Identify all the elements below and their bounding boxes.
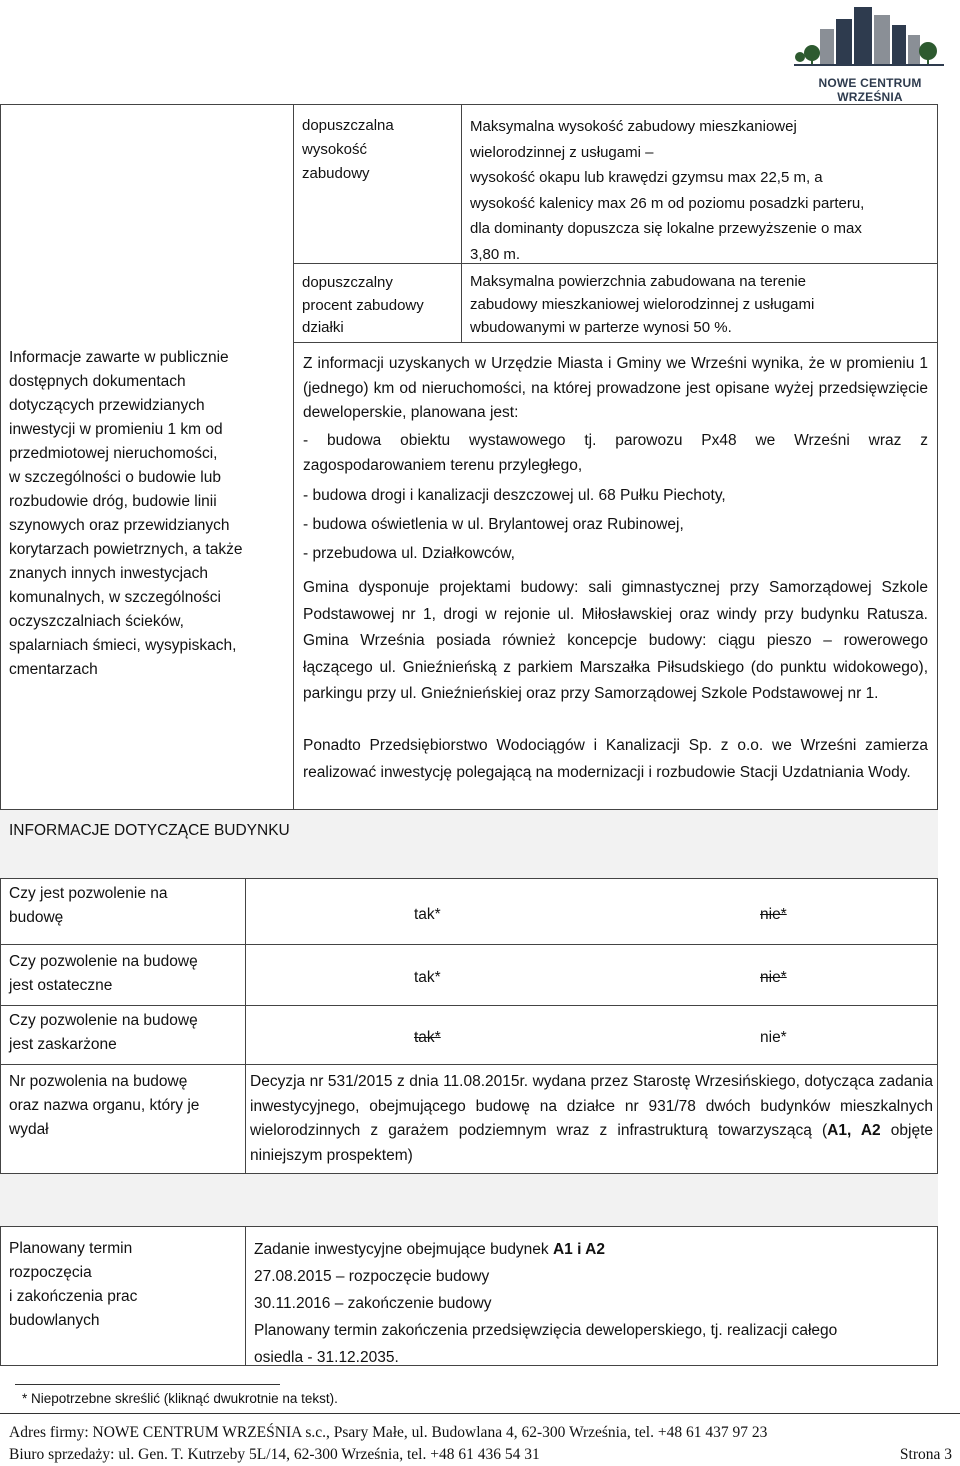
- investment-item-1: - budowa obiektu wystawowego tj. parowozu Px48 we Wrześni wraz z zagospodarowaniem terenu przyległego,: [303, 432, 928, 474]
- footnote-rule: [15, 1384, 280, 1385]
- footnote: * Niepotrzebne skreślić (kliknąć dwukrotnie na tekst).: [22, 1391, 338, 1406]
- schedule-label: Planowany termin rozpoczęcia i zakończenia prac budowlanych: [9, 1240, 138, 1329]
- percent-text: Maksymalna powierzchnia zabudowana na terenie zabudowy mieszkaniowej wielorodzinnej z usługami wbudowanymi w parterze wynosi 50 %.: [470, 273, 815, 336]
- q2-no-option[interactable]: nie*: [760, 969, 787, 986]
- q3-answer-cell: [245, 1005, 938, 1065]
- company-logo: [790, 5, 950, 104]
- q1-no-option[interactable]: nie*: [760, 906, 787, 923]
- percent-label: dopuszczalny procent zabudowy działki: [302, 274, 424, 336]
- q2-answer-cell: [245, 944, 938, 1006]
- height-label: dopuszczalna wysokość zabudowy: [302, 117, 394, 182]
- height-text: Maksymalna wysokość zabudowy mieszkaniowej wielorodzinnej z usługami – wysokość okapu lub krawędzi gzymsu max 22,5 m, a wysokość kalenicy max 26 m od poziomu posadzki parteru, dla dominanty dopuszcza się lokalne przewyższenie o max 3,80 m.: [470, 118, 865, 263]
- q2-label: Czy pozwolenie na budowę jest ostateczne: [9, 953, 198, 994]
- page-number: Strona 3: [899, 1446, 952, 1463]
- section-title: INFORMACJE DOTYCZĄCE BUDYNKU: [9, 822, 290, 839]
- q1-answer-cell: [245, 878, 938, 945]
- investment-item-4: - przebudowa ul. Działkowców,: [303, 545, 515, 562]
- schedule-text: Zadanie inwestycyjne obejmujące budynek A1 i A2 27.08.2015 – rozpoczęcie budowy 30.11.2016 – zakończenie budowy Planowany termin zakończenia przedsięwzięcia deweloperskiego, tj. realizacji całego osiedla - 31.12.2035.: [254, 1241, 838, 1366]
- q2-yes-option[interactable]: tak*: [414, 969, 441, 986]
- footer-rule: [0, 1413, 960, 1414]
- logo-text: NOWE CENTRUM WRZEŚNIA: [818, 76, 922, 104]
- q3-no-option[interactable]: nie*: [760, 1029, 787, 1046]
- investment-item-2: - budowa drogi i kanalizacji deszczowej ul. 68 Pułku Piechoty,: [303, 487, 726, 504]
- footer-address: Adres firmy: NOWE CENTRUM WRZEŚNIA s.c., Psary Małe, ul. Budowlana 4, 62-300 Września, tel. +48 61 437 97 23: [9, 1424, 768, 1441]
- schedule-buildings: A1 i A2: [552, 1241, 605, 1258]
- permit-buildings: A1, A2: [827, 1122, 881, 1139]
- surroundings-left-text: Informacje zawarte w publicznie dostępnych dokumentach dotyczących przewidzianych inwestycji w promieniu 1 km od przedmiotowej nieruchomości, w szczególności o budowie lub rozbudowie dróg, budowie linii szynowych oraz przewidzianych korytarzach powietrznych, a także znanych innych inwestycjach komunalnych, w szczególności oczyszczalniach ścieków, spalarniach śmieci, wysypiskach, cmentarzach: [9, 349, 243, 678]
- footer-sales-office: Biuro sprzedaży: ul. Gen. T. Kutrzeby 5L/14, 62-300 Września, tel. +48 61 436 54 31: [9, 1446, 540, 1463]
- investment-item-3: - budowa oświetlenia w ul. Brylantowej oraz Rubinowej,: [303, 516, 684, 533]
- logo-graphic: [790, 5, 950, 67]
- investments-intro: Z informacji uzyskanych w Urzędzie Miasta i Gminy we Wrześni wynika, że w promieniu 1 (jednego) km od nieruchomości, na której prowadzone jest opisane wyżej przedsięwzięcie deweloperskie, planowana jest:: [303, 355, 928, 421]
- permit-label: Nr pozwolenia na budowę oraz nazwa organu, który je wydał: [9, 1073, 200, 1138]
- permit-text: Decyzja nr 531/2015 z dnia 11.08.2015r. wydana przez Starostę Wrzesińskiego, dotycząca zadania inwestycyjnego, obejmującego budowę na działce nr 931/78 dwóch budynków mieszkalnych wielorodzinnych z garażem podziemnym wraz z infrastrukturą towarzyszącą (A1, A2 objęte niniejszym prospektem): [250, 1073, 933, 1164]
- q3-label: Czy pozwolenie na budowę jest zaskarżone: [9, 1012, 198, 1053]
- gmina-projects: Gmina dysponuje projektami budowy: sali gimnastycznej przy Samorządowej Szkole Podstawowej nr 1, drogi w rejonie ul. Miłosławskiej oraz windy przy budynku Ratusza. Gmina Września posiada również koncepcje budowy: ciągu pieszo – rowerowego łączącego ul. Gnieźnieńską z parkiem Marszałka Piłsudskiego (do punktu widokowego), parkingu przy ul. Gnieźnieńskiej oraz przy Samorządowej Szkole Podstawowej nr 1.: [303, 579, 928, 702]
- spacer-row: [0, 1174, 938, 1226]
- q3-yes-option[interactable]: tak*: [414, 1029, 441, 1046]
- q1-yes-option[interactable]: tak*: [414, 906, 441, 923]
- water-company-plans: Ponadto Przedsiębiorstwo Wodociągów i Kanalizacji Sp. z o.o. we Wrześni zamierza realizować inwestycję polegającą na modernizacji i rozbudowie Stacji Uzdatniania Wody.: [303, 737, 928, 781]
- q1-label: Czy jest pozwolenie na budowę: [9, 885, 168, 926]
